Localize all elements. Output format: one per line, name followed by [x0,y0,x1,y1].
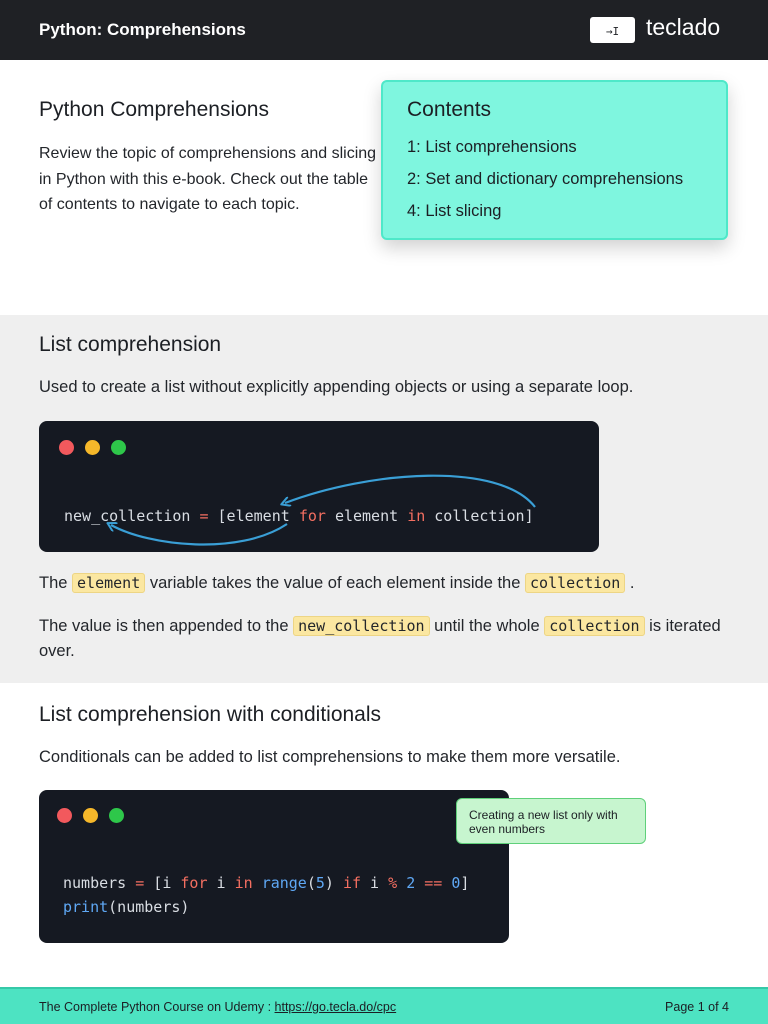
section-heading-list-comprehension: List comprehension [39,333,222,356]
code-keyword-for: for [298,507,326,525]
contents-item-list-comprehensions[interactable]: 1: List comprehensions [407,138,577,156]
code-token: [i [144,874,181,892]
section-description: Used to create a list without explicitly appending objects or using a separate loop. [39,378,634,396]
contents-box [381,80,728,240]
footer-label: The Complete Python Course on Udemy : [39,1000,275,1014]
code-token: element [334,507,399,525]
code-token: ] [460,874,470,892]
code-line-1 [63,874,469,892]
intro-text: Review the topic of comprehensions and slicing in Python with this e-book. Check out the table of contents to navigate to each topic. [39,145,377,213]
code-builtin-print: print [63,898,109,916]
contents-item-set-dict-comprehensions[interactable]: 2: Set and dictionary comprehensions [407,170,684,188]
section-description: Conditionals can be added to list comprehensions to make them more versatile. [39,748,621,766]
code-number: 5 [315,874,325,892]
explanation-paragraph-2 [39,614,739,664]
teclado-logo-icon: →I [590,17,635,43]
text-fragment: The [39,574,68,592]
course-link[interactable]: https://go.tecla.do/cpc [274,1000,397,1014]
code-number: 2 [406,874,416,892]
code-token [415,874,424,892]
text-fragment: The value is then appended to the [39,617,289,635]
teclado-logo-text: teclado [646,14,721,40]
code-block-list-comprehension [39,421,599,552]
explanation-paragraph-1 [39,571,635,596]
code-keyword-for: for [180,874,208,892]
code-token: collection] [434,507,534,525]
inline-code-collection: collection [544,616,644,636]
code-token: [element [217,507,290,525]
page-header-title: Python: Comprehensions [39,20,246,39]
text-fragment: is iterated over. [39,617,721,660]
code-token [253,874,262,892]
code-token [397,874,406,892]
code-keyword-in: in [407,507,426,525]
window-close-dot-icon [57,808,72,823]
code-operator: = [199,507,209,525]
footer-bar [0,987,768,1024]
page-title: Python Comprehensions [39,98,269,121]
code-operator: % [388,874,398,892]
text-fragment: . [629,574,635,592]
code-keyword-in: in [234,874,253,892]
inline-code-collection: collection [525,573,625,593]
window-minimize-dot-icon [83,808,98,823]
text-fragment: until the whole [434,617,540,635]
code-token: (numbers) [108,898,190,916]
code-operator: = [135,874,145,892]
code-token: numbers [63,874,136,892]
code-var: new_collection [64,507,191,525]
code-token: i [207,874,235,892]
text-fragment: variable takes the value of each element inside the [149,574,521,592]
arrow-diagram-icon [39,421,599,552]
inline-code-element: element [72,573,145,593]
contents-item-list-slicing[interactable]: 4: List slicing [407,202,502,220]
code-builtin-range: range [261,874,307,892]
page-number: Page 1 of 4 [665,1000,729,1014]
contents-list [407,138,683,234]
code-token: ) [324,874,343,892]
code-operator: == [424,874,443,892]
code-keyword-if: if [342,874,362,892]
section-heading-conditionals: List comprehension with conditionals [39,703,382,726]
footer-course-text [39,1000,396,1014]
window-maximize-dot-icon [109,808,124,823]
code-token: i [361,874,389,892]
top-bar [0,0,768,60]
contents-title: Contents [407,98,492,121]
inline-code-new-collection: new_collection [293,616,429,636]
code-number: 0 [451,874,461,892]
code-token [442,874,451,892]
callout-note: Creating a new list only with even numbers [456,798,646,844]
code-block-conditionals [39,790,509,943]
code-line-2 [63,898,189,916]
code-token: ( [306,874,316,892]
